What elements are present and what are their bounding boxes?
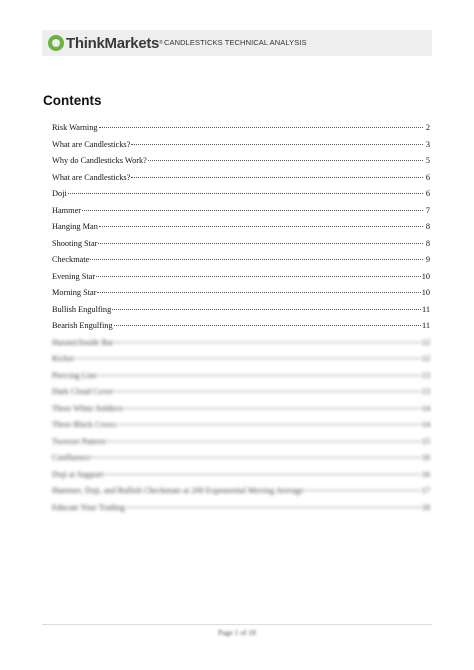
toc-entry[interactable]: [52, 486, 430, 503]
page-header: [42, 30, 432, 56]
toc-dot-leader: [112, 309, 421, 310]
toc-entry[interactable]: [52, 123, 430, 140]
toc-entry-page: 8: [425, 238, 430, 248]
toc-dot-leader: [148, 160, 423, 161]
toc-dot-leader: [76, 358, 421, 359]
contents-heading: Contents: [43, 93, 102, 108]
toc-entry[interactable]: [52, 173, 430, 190]
toc-entry-page: 12: [421, 337, 430, 347]
toc-dot-leader: [118, 424, 421, 425]
toc-entry-label: Educate Your Trading: [52, 502, 125, 512]
toc-dot-leader: [114, 325, 421, 326]
toc-entry[interactable]: [52, 453, 430, 470]
toc-entry[interactable]: [52, 371, 430, 388]
toc-entry-label: Evening Star: [52, 271, 96, 281]
toc-entry-label: What are Candlesticks?: [52, 139, 131, 149]
toc-dot-leader: [115, 342, 421, 343]
toc-entry-page: 17: [421, 486, 430, 495]
toc-entry-page: 10: [421, 288, 430, 297]
toc-entry[interactable]: [52, 354, 430, 371]
toc-entry-label: Doji: [52, 189, 67, 198]
footer-divider: [42, 624, 432, 625]
toc-dot-leader: [131, 177, 423, 178]
toc-entry-page: 12: [421, 354, 430, 363]
toc-entry-label: Shooting Star: [52, 238, 98, 248]
toc-entry-label: Harami/Inside Bar: [52, 337, 114, 347]
toc-entry[interactable]: [52, 321, 430, 338]
toc-entry-page: 15: [421, 436, 430, 446]
page-footer: Page 1 of 18: [218, 628, 256, 637]
toc-entry-page: 3: [425, 139, 430, 149]
toc-entry-page: 10: [421, 271, 430, 281]
toc-entry-page: 6: [425, 189, 430, 198]
toc-dot-leader: [126, 507, 421, 508]
toc-entry[interactable]: [52, 189, 430, 206]
toc-entry-label: Morning Star: [52, 288, 97, 297]
toc-entry-label: Confluence: [52, 453, 91, 462]
toc-entry-label: What are Candlesticks?: [52, 172, 131, 182]
toc-entry-page: 8: [425, 222, 430, 231]
toc-dot-leader: [82, 210, 423, 211]
toc-entry-label: Kicker: [52, 354, 75, 363]
toc-entry[interactable]: [52, 222, 430, 239]
table-of-contents: [52, 123, 430, 519]
toc-entry-page: 6: [425, 172, 430, 182]
toc-entry-page: 11: [422, 304, 430, 314]
toc-dot-leader: [98, 243, 423, 244]
toc-entry-label: Tweezer Pattern: [52, 436, 106, 446]
toc-entry-label: Risk Warning: [52, 123, 98, 132]
toc-dot-leader: [99, 127, 423, 128]
toc-entry[interactable]: [52, 387, 430, 404]
toc-entry-label: Hammer, Doji, and Bullish Checkmate at 200 Exponential Moving Average: [52, 486, 304, 495]
toc-entry[interactable]: [52, 255, 430, 272]
toc-entry[interactable]: [52, 503, 430, 520]
toc-entry-page: 14: [421, 403, 430, 413]
toc-entry-page: 13: [421, 370, 430, 380]
toc-entry[interactable]: [52, 156, 430, 173]
toc-entry-label: Hammer: [52, 205, 82, 215]
toc-dot-leader: [90, 259, 423, 260]
toc-dot-leader: [91, 457, 420, 458]
toc-entry[interactable]: [52, 338, 430, 355]
toc-entry-page: 16: [421, 469, 430, 479]
toc-entry-label: Bullish Engulfing: [52, 304, 112, 314]
toc-entry-page: 16: [421, 453, 430, 462]
toc-entry[interactable]: [52, 288, 430, 305]
toc-entry-page: 13: [421, 387, 430, 396]
toc-entry[interactable]: [52, 437, 430, 454]
toc-entry[interactable]: [52, 420, 430, 437]
toc-entry-page: 2: [425, 123, 430, 132]
toc-entry-page: 11: [422, 321, 430, 330]
toc-dot-leader: [98, 375, 421, 376]
toc-entry[interactable]: [52, 305, 430, 322]
toc-dot-leader: [131, 144, 423, 145]
toc-entry[interactable]: [52, 404, 430, 421]
toc-entry-label: Bearish Engulfing: [52, 321, 113, 330]
toc-entry[interactable]: [52, 239, 430, 256]
toc-entry-page: 14: [421, 420, 430, 429]
document-header-title: CANDLESTICKS TECHNICAL ANALYSIS: [164, 38, 307, 47]
toc-dot-leader: [124, 408, 421, 409]
toc-entry-label: Checkmate: [52, 255, 90, 264]
toc-dot-leader: [104, 474, 421, 475]
toc-entry-label: Dark Cloud Cover: [52, 387, 114, 396]
toc-entry-page: 9: [425, 255, 430, 264]
toc-entry[interactable]: [52, 206, 430, 223]
toc-dot-leader: [97, 292, 420, 293]
toc-entry-page: 5: [425, 156, 430, 165]
toc-entry-page: 18: [421, 502, 430, 512]
toc-entry-label: Why do Candlesticks Work?: [52, 156, 147, 165]
toc-dot-leader: [99, 226, 423, 227]
toc-entry-page: 7: [425, 205, 430, 215]
toc-dot-leader: [114, 391, 420, 392]
toc-entry[interactable]: [52, 272, 430, 289]
toc-entry-label: Piercing Line: [52, 370, 97, 380]
toc-entry[interactable]: [52, 470, 430, 487]
toc-entry-label: Hanging Man: [52, 222, 98, 231]
logo-text: ThinkMarkets: [66, 34, 160, 52]
thinkmarkets-logo: [48, 34, 163, 52]
toc-entry-label: Doji at Support: [52, 469, 104, 479]
toc-dot-leader: [304, 490, 420, 491]
logo-circle-icon: [48, 35, 64, 51]
toc-entry[interactable]: [52, 140, 430, 157]
logo-registered-mark: ®: [159, 40, 163, 46]
toc-dot-leader: [68, 193, 423, 194]
toc-dot-leader: [107, 441, 421, 442]
toc-entry-label: Three Black Crows: [52, 420, 117, 429]
toc-entry-label: Three White Soldiers: [52, 403, 123, 413]
toc-dot-leader: [96, 276, 421, 277]
